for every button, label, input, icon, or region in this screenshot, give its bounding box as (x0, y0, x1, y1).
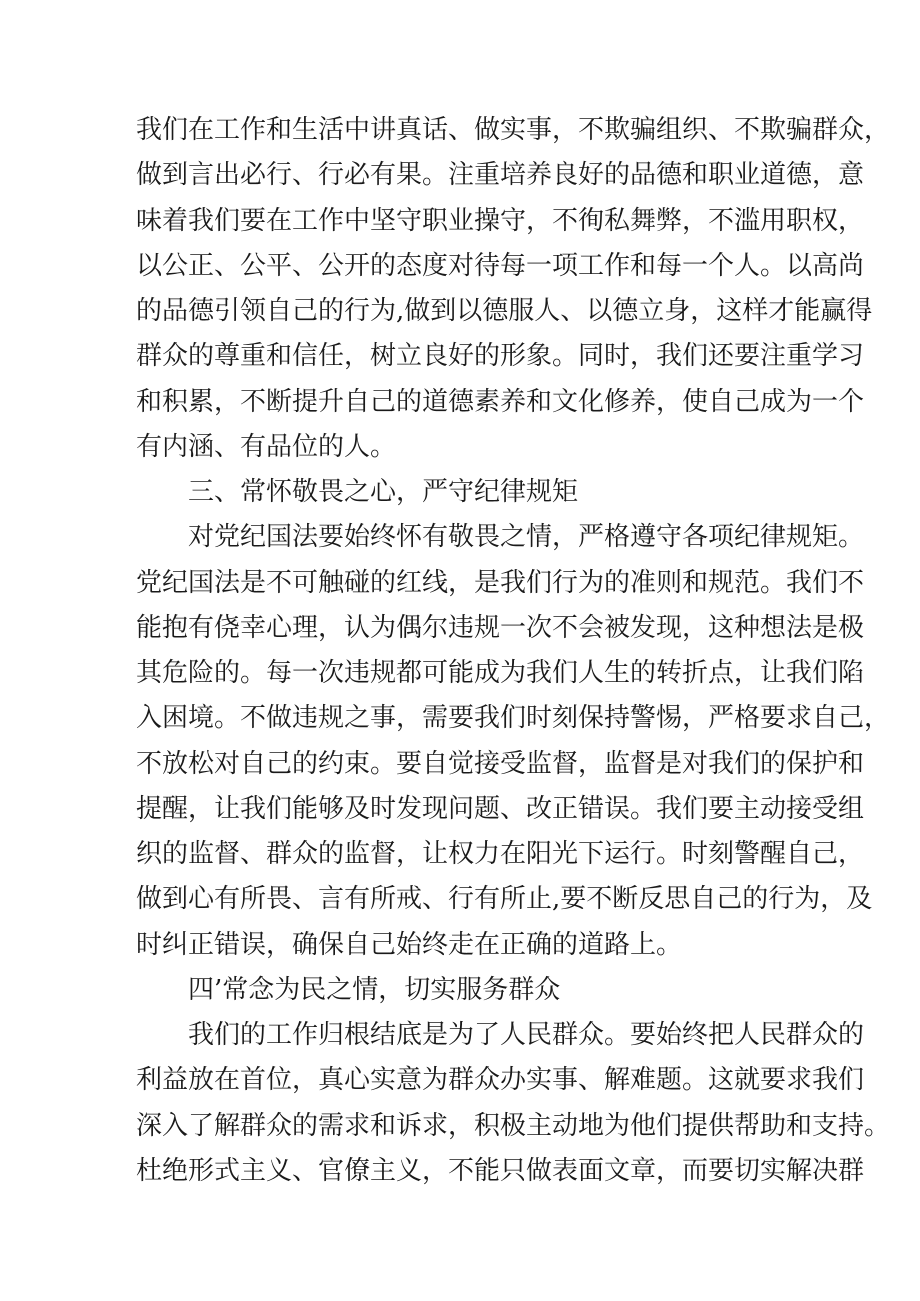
text-line: 利益放在首位，真心实意为群众办实事、解难题。这就要求我们 (136, 1065, 865, 1095)
text-line: 其危险的。每一次违规都可能成为我们人生的转折点，让我们陷 (136, 658, 865, 688)
text-line: 党纪国法是不可触碰的红线，是我们行为的准则和规范。我们不 (136, 568, 865, 598)
text-line: 和积累，不断提升自己的道德素养和文化修养，使自己成为一个 (136, 387, 865, 417)
text-line: 有内涵、有品位的人。 (136, 432, 397, 462)
text-line: 时纠正错误，确保自己始终走在正确的道路上。 (136, 930, 683, 960)
text-line: 提醒，让我们能够及时发现问题、改正错误。我们要主动接受组 (136, 794, 865, 824)
text-line: 深入了解群众的需求和诉求，积极主动地为他们提供帮助和支持。 (136, 1111, 891, 1141)
text-line: 入困境。不做违规之事，需要我们时刻保持警惕，严格要求自己， (136, 703, 891, 733)
text-line: 能抱有侥幸心理，认为偶尔违规一次不会被发现，这种想法是极 (136, 613, 865, 643)
text-line: 我们在工作和生活中讲真话、做实事，不欺骗组织、不欺骗群众， (136, 115, 891, 145)
text-line: 不放松对自己的约束。要自觉接受监督，监督是对我们的保护和 (136, 749, 865, 779)
text-line: 做到言出必行、行必有果。注重培养良好的品德和职业道德，意 (136, 160, 865, 190)
text-line: 味着我们要在工作中坚守职业操守，不徇私舞弊，不滥用职权， (136, 206, 865, 236)
text-line: 对党纪国法要始终怀有敬畏之情，严格遵守各项纪律规矩。 (188, 522, 865, 552)
text-line: 的品德引领自己的行为,做到以德服人、以德立身，这样才能赢得 (136, 296, 873, 326)
section-heading: 三、常怀敬畏之心，严守纪律规矩 (188, 477, 579, 507)
text-line: 做到心有所畏、言有所戒、行有所止,要不断反思自己的行为，及 (136, 884, 873, 914)
text-line: 我们的工作归根结底是为了人民群众。要始终把人民群众的 (188, 1020, 865, 1050)
text-line: 杜绝形式主义、官僚主义，不能只做表面文章，而要切实解决群 (136, 1156, 865, 1186)
section-heading: 四’常念为民之情，切实服务群众 (188, 975, 561, 1005)
text-line: 群众的尊重和信任，树立良好的形象。同时，我们还要注重学习 (136, 341, 865, 371)
text-line: 以公正、公平、公开的态度对待每一项工作和每一个人。以高尚 (136, 251, 865, 281)
text-line: 织的监督、群众的监督，让权力在阳光下运行。时刻警醒自己， (136, 839, 865, 869)
